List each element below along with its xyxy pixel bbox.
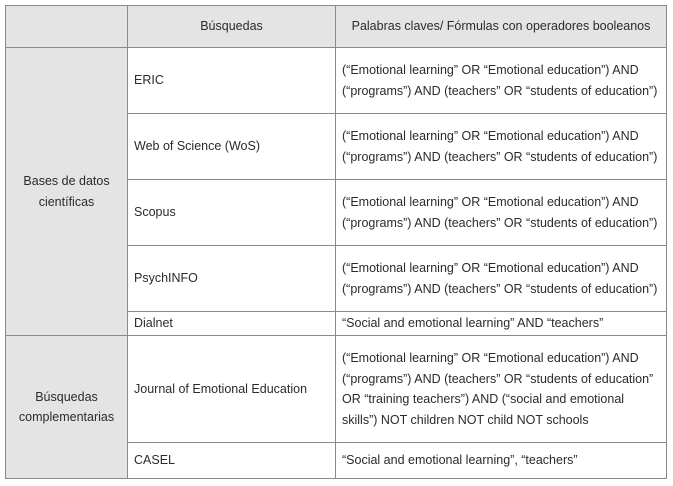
- search-strategy-table: [5, 5, 667, 479]
- table-row: [6, 336, 667, 443]
- header-empty-cell: [6, 6, 128, 48]
- formula-cell: “Social and emotional learning”, “teachers”: [336, 443, 667, 479]
- table-row: [6, 48, 667, 114]
- source-cell: Dialnet: [128, 312, 336, 336]
- formula-cell: (“Emotional learning” OR “Emotional education”) AND (“programs”) AND (teachers” OR “students of education”): [336, 180, 667, 246]
- source-cell: Scopus: [128, 180, 336, 246]
- formula-cell: (“Emotional learning” OR “Emotional education”) AND (“programs”) AND (teachers” OR “students of education” OR “training teachers”) AND (“social and emotional skills”) NOT children NOT child NOT schools: [336, 336, 667, 443]
- formula-cell: “Social and emotional learning” AND “teachers”: [336, 312, 667, 336]
- header-busquedas: Búsquedas: [128, 6, 336, 48]
- source-cell: Web of Science (WoS): [128, 114, 336, 180]
- header-row: [6, 6, 667, 48]
- formula-cell: (“Emotional learning” OR “Emotional education”) AND (“programs”) AND (teachers” OR “students of education”): [336, 48, 667, 114]
- source-cell: Journal of Emotional Education: [128, 336, 336, 443]
- header-palabras-claves: Palabras claves/ Fórmulas con operadores booleanos: [336, 6, 667, 48]
- source-cell: PsychINFO: [128, 246, 336, 312]
- group-label-bases-de-datos: Bases de datos científicas: [6, 48, 128, 336]
- source-cell: ERIC: [128, 48, 336, 114]
- formula-cell: (“Emotional learning” OR “Emotional education”) AND (“programs”) AND (teachers” OR “students of education”): [336, 246, 667, 312]
- formula-cell: (“Emotional learning” OR “Emotional education”) AND (“programs”) AND (teachers” OR “students of education”): [336, 114, 667, 180]
- group-label-busquedas-complementarias: Búsquedas complementarias: [6, 336, 128, 479]
- source-cell: CASEL: [128, 443, 336, 479]
